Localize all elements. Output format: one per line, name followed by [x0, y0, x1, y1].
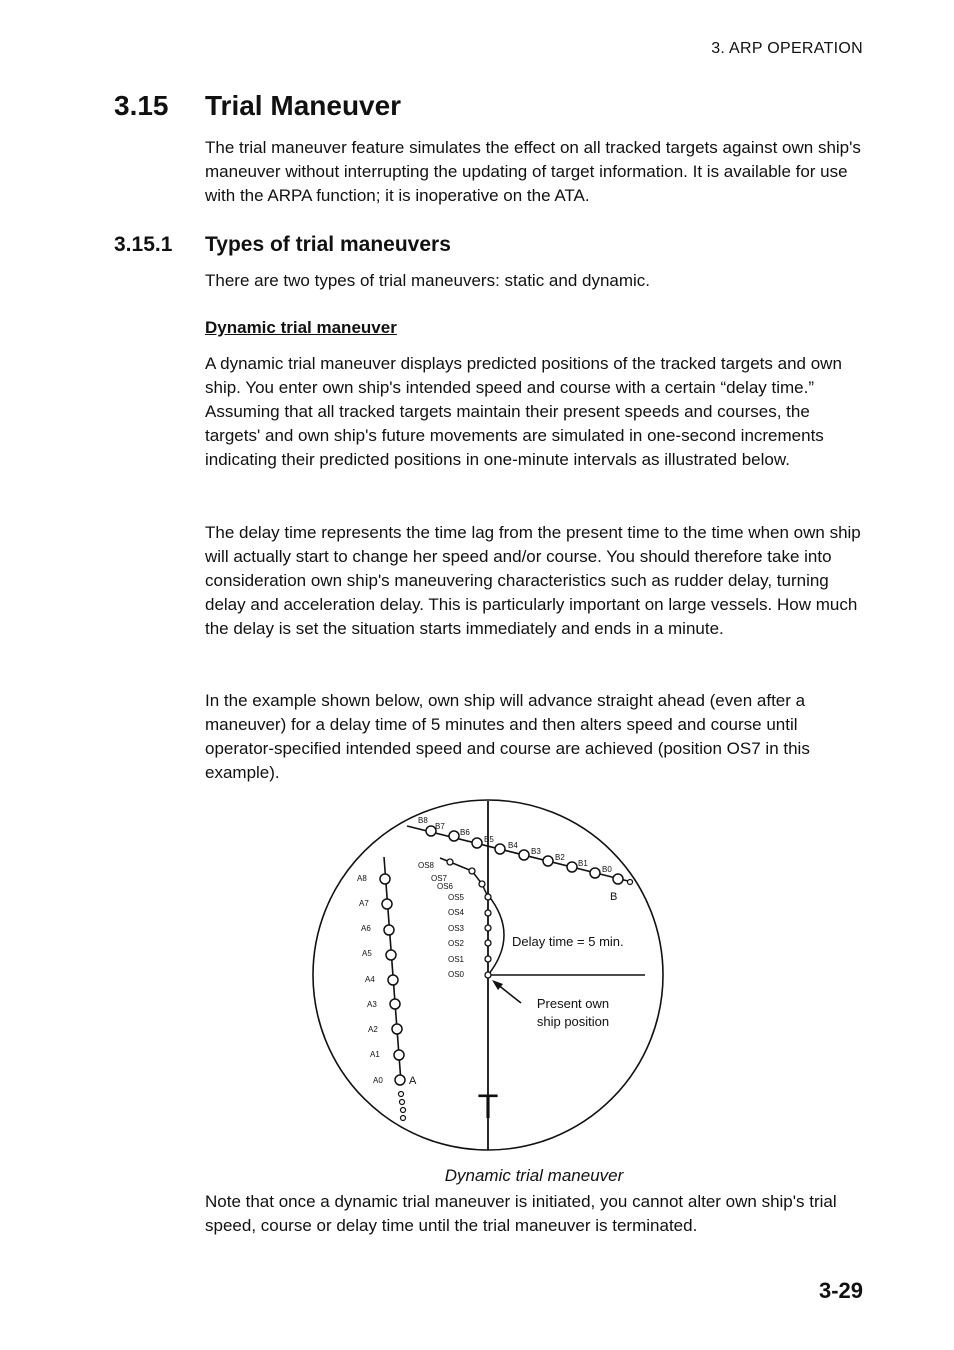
target-a-circle-1: [394, 1050, 404, 1060]
target-a-circle-6: [384, 925, 394, 935]
label-a8: A8: [357, 874, 367, 883]
delay-bracket: [488, 895, 504, 975]
note-paragraph: Note that once a dynamic trial maneuver is initiated, you cannot alter own ship's trial speed, course or delay time until the trial maneuver is terminated.: [205, 1192, 837, 1235]
target-a-vector: [384, 857, 401, 1082]
label-os7: OS7: [431, 874, 448, 883]
dynamic-heading: Dynamic trial maneuver: [205, 318, 397, 337]
label-b6: B6: [460, 828, 470, 837]
target-b-circle-6: [472, 838, 482, 848]
label-a4: A4: [365, 975, 375, 984]
intro-paragraph: The trial maneuver feature simulates the effect on all tracked targets against own ship's maneuver without interrupting the updating of target information. It is available for use with the ARPA function; it is inoperative on the ATA.: [205, 138, 861, 205]
target-a-past-plot: [401, 1108, 406, 1113]
label-os1: OS1: [448, 955, 465, 964]
own-ship-marker-4: [485, 910, 491, 916]
target-b-circle-7: [449, 831, 459, 841]
target-a-circle-4: [388, 975, 398, 985]
figure-caption: Dynamic trial maneuver: [444, 1166, 624, 1185]
label-a6: A6: [361, 924, 371, 933]
dynamic-paragraph-2: The delay time represents the time lag from the present time to the time when own ship will actually start to change her speed and/or course. You should therefore take into consideration own ship's maneuvering characteristics such as rudder delay, turning delay and acceleration delay. This is particularly important on large vessels. How much the delay is set the situation starts immediately and ends in a minute.: [205, 523, 861, 638]
label-b3: B3: [531, 847, 541, 856]
own-ship-marker-1: [485, 956, 491, 962]
own-ship-marker-0: [485, 972, 491, 978]
target-b-past-plot: [628, 880, 633, 885]
types-paragraph: There are two types of trial maneuvers: static and dynamic.: [205, 271, 651, 290]
target-a-past-plot: [400, 1100, 405, 1105]
own-ship-marker-8: [447, 859, 453, 865]
own-ship-marker-2: [485, 940, 491, 946]
target-a-circle-7: [382, 899, 392, 909]
target-b-circle-1: [590, 868, 600, 878]
target-b-circle-5: [495, 844, 505, 854]
label-a2: A2: [368, 1025, 378, 1034]
target-a-circle-8: [380, 874, 390, 884]
label-a7: A7: [359, 899, 369, 908]
label-os4: OS4: [448, 908, 465, 917]
target-a-circle-5: [386, 950, 396, 960]
subsection-number: 3.15.1: [114, 233, 173, 256]
delay-time-label: Delay time = 5 min.: [512, 934, 624, 949]
label-os2: OS2: [448, 939, 465, 948]
target-a-label: A: [409, 1075, 417, 1087]
label-b4: B4: [508, 841, 518, 850]
label-b2: B2: [555, 853, 565, 862]
label-b1: B1: [578, 859, 588, 868]
section-number: 3.15: [114, 90, 169, 121]
label-a1: A1: [370, 1050, 380, 1059]
subsection-title-text: Types of trial maneuvers: [205, 233, 451, 256]
label-b0: B0: [602, 865, 612, 874]
own-ship-marker-7: [469, 868, 475, 874]
target-a-past-plot: [401, 1116, 406, 1121]
target-a-circle-3: [390, 999, 400, 1009]
present-position-label-1: Present own: [536, 996, 610, 1011]
target-b-label: B: [610, 891, 618, 903]
label-os3: OS3: [448, 924, 465, 933]
running-header: 3. ARP OPERATION: [711, 40, 863, 57]
label-a5: A5: [362, 949, 372, 958]
present-arrow-head: [492, 980, 503, 990]
label-b5: B5: [484, 835, 494, 844]
own-ship-marker-6: [479, 881, 485, 887]
true-mode-letter: T: [477, 1088, 499, 1126]
label-b8: B8: [418, 816, 428, 825]
label-os6: OS6: [437, 882, 454, 891]
present-position-label-2: ship position: [536, 1014, 610, 1029]
label-b7: B7: [435, 822, 445, 831]
dynamic-paragraph-3: In the example shown below, own ship will advance straight ahead (even after a maneuver) for a delay time of 5 minutes and then alters speed and course until operator-specified intended speed and course are achieved (position OS7 in this example).: [205, 691, 810, 782]
own-ship-marker-3: [485, 925, 491, 931]
section-title-text: Trial Maneuver: [205, 90, 402, 121]
page-number: 3-29: [818, 1278, 863, 1303]
target-a-past-plot: [399, 1092, 404, 1097]
label-os8: OS8: [418, 861, 435, 870]
target-b-circle-0: [613, 874, 623, 884]
target-b-circle-2: [567, 862, 577, 872]
own-ship-marker-5: [485, 894, 491, 900]
label-a3: A3: [367, 1000, 377, 1009]
target-a-circle-2: [392, 1024, 402, 1034]
dynamic-paragraph-1: A dynamic trial maneuver displays predicted positions of the tracked targets and own ship. You enter own ship's intended speed and course with a certain “delay time.” Assuming that all tracked targets maintain their present speeds and courses, the targets' and own ship's future movements are simulated in one-second increments indicating their predicted positions in one-minute intervals as illustrated below.: [205, 354, 842, 469]
label-os5: OS5: [448, 893, 465, 902]
target-a-circle-0: [395, 1075, 405, 1085]
target-b-circle-3: [543, 856, 553, 866]
label-a0: A0: [373, 1076, 383, 1085]
label-os0: OS0: [448, 970, 465, 979]
target-b-circle-4: [519, 850, 529, 860]
